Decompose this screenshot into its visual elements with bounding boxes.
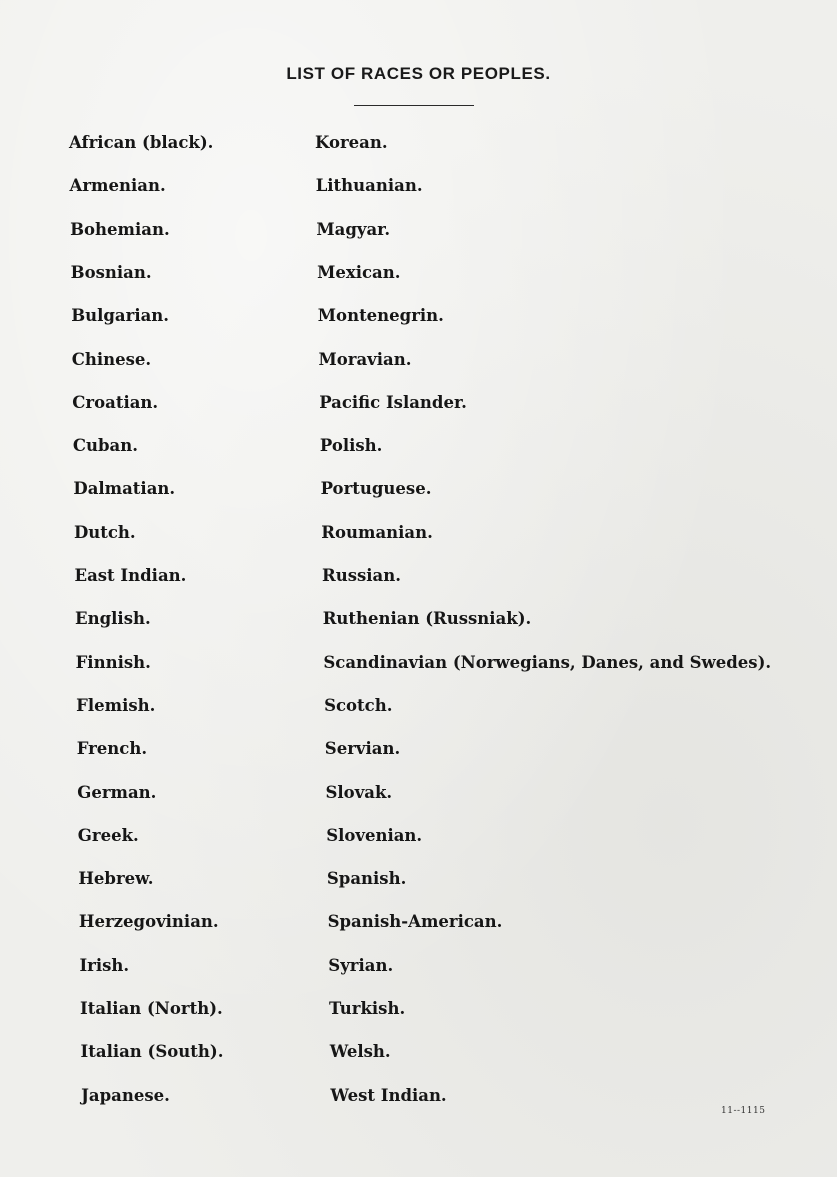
list-item: Bohemian. [70, 219, 170, 239]
list-item: Lithuanian. [315, 176, 423, 196]
list-item: Moravian. [318, 349, 412, 369]
list-item: Slovak. [325, 782, 393, 802]
list-item: Polish. [319, 436, 383, 456]
list-item: Cuban. [72, 436, 138, 456]
list-item: Herzegovinian. [78, 912, 219, 932]
title-underline [354, 105, 474, 106]
form-code: 11--1115 [721, 1106, 766, 1116]
page-title: LIST OF RACES OR PEOPLES. [286, 64, 551, 83]
list-item: Scotch. [324, 695, 393, 715]
list-item: English. [75, 609, 151, 629]
list-item: Armenian. [69, 176, 166, 196]
list-item: Montenegrin. [317, 306, 444, 326]
list-item: African (black). [69, 133, 214, 152]
list-item: Scandinavian (Norwegians, Danes, and Swedes). [323, 652, 772, 672]
list-item: Finnish. [75, 652, 151, 672]
list-item: Italian (South). [80, 1042, 224, 1062]
list-item: Syrian. [328, 955, 394, 975]
list-item: Greek. [77, 825, 139, 845]
list-item: Portuguese. [320, 479, 432, 499]
list-item: Flemish. [76, 695, 156, 715]
list-item: Croatian. [72, 392, 159, 412]
list-item: Bulgarian. [71, 306, 170, 326]
list-item: Mexican. [317, 262, 401, 282]
list-item: West Indian. [330, 1085, 447, 1105]
list-item: East Indian. [74, 566, 187, 585]
list-item: Magyar. [316, 219, 391, 239]
list-item: French. [76, 739, 148, 759]
list-item: Slovenian. [326, 825, 423, 845]
list-item: German. [77, 782, 157, 802]
list-item: Turkish. [329, 999, 406, 1018]
list-item: Spanish-American. [327, 912, 503, 932]
list-item: Bosnian. [70, 262, 152, 282]
list-item: Spanish. [326, 869, 407, 889]
list-item: Welsh. [329, 1042, 391, 1062]
list-item: Pacific Islander. [319, 392, 467, 412]
list-item: Japanese. [81, 1085, 170, 1105]
list-item: Hebrew. [78, 869, 154, 889]
list-item: Italian (North). [80, 999, 223, 1018]
list-item: Servian. [324, 739, 401, 759]
list-item: Korean. [315, 133, 388, 152]
list-item: Ruthenian (Russniak). [322, 609, 532, 629]
list-item: Roumanian. [321, 522, 433, 542]
list-item: Irish. [79, 955, 130, 975]
list-item: Dutch. [73, 522, 136, 542]
list-item: Russian. [322, 566, 401, 585]
list-item: Dalmatian. [73, 479, 176, 499]
list-item: Chinese. [71, 349, 152, 369]
